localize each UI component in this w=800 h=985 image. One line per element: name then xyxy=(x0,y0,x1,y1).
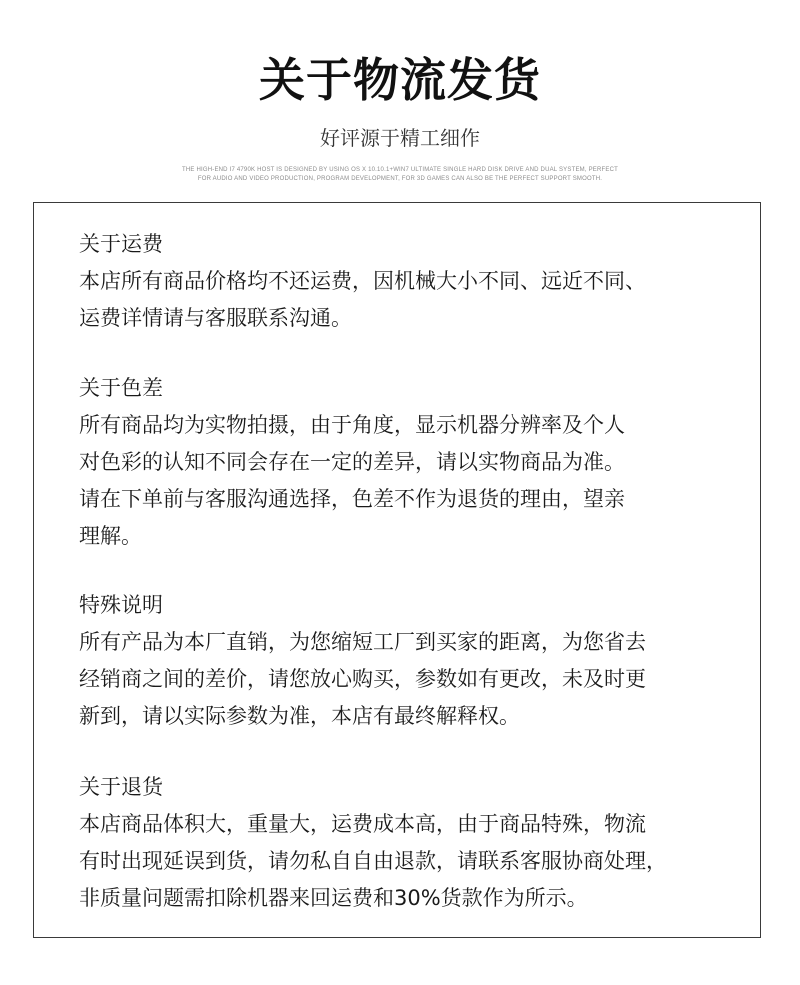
section-line: 非质量问题需扣除机器来回运费和30%货款作为所示。 xyxy=(79,886,588,910)
section-line: 有时出现延误到货，请勿私自自由退款，请联系客服协商处理， xyxy=(79,849,667,873)
fineprint-line: THE HIGH-END I7 4790K HOST IS DESIGNED BY USING OS X 10.10.1+WIN7 ULTIMATE SINGLE HARD DISK DRIVE AND DUAL SYSTEM, PERFECT xyxy=(181,167,618,173)
page-title: 关于物流发货 xyxy=(259,53,541,107)
page-header xyxy=(0,0,800,200)
section-line: 所有产品为本厂直销，为您缩短工厂到买家的距离，为您省去 xyxy=(79,630,646,654)
section-line: 理解。 xyxy=(79,524,142,548)
decorative-fineprint xyxy=(0,166,800,184)
section-heading: 关于运费 xyxy=(79,232,163,256)
section-returns xyxy=(79,769,739,917)
section-line: 所有商品均为实物拍摄，由于角度，显示机器分辨率及个人 xyxy=(79,413,625,437)
section-special-notes xyxy=(79,587,739,735)
section-color-difference xyxy=(79,370,739,555)
page-subtitle: 好评源于精工细作 xyxy=(320,126,480,150)
section-line: 本店商品体积大，重量大，运费成本高，由于商品特殊，物流 xyxy=(79,812,646,836)
section-line: 本店所有商品价格均不还运费，因机械大小不同、远近不同、 xyxy=(79,269,646,293)
section-line: 运费详情请与客服联系沟通。 xyxy=(79,306,352,330)
section-line: 新到，请以实际参数为准，本店有最终解释权。 xyxy=(79,704,520,728)
section-line: 经销商之间的差价，请您放心购买，参数如有更改，未及时更 xyxy=(79,667,646,691)
section-line: 对色彩的认知不同会存在一定的差异，请以实物商品为准。 xyxy=(79,450,625,474)
section-heading: 关于退货 xyxy=(79,775,163,799)
section-line: 请在下单前与客服沟通选择，色差不作为退货的理由，望亲 xyxy=(79,487,625,511)
section-heading: 特殊说明 xyxy=(79,593,163,617)
section-shipping-fee xyxy=(79,226,739,337)
section-heading: 关于色差 xyxy=(79,376,163,400)
shipping-notice-box xyxy=(33,202,761,938)
fineprint-line: FOR AUDIO AND VIDEO PRODUCTION, PROGRAM DEVELOPMENT, FOR 3D GAMES CAN ALSO BE THE PERFECT SUPPORT SMOOTH. xyxy=(197,176,603,182)
